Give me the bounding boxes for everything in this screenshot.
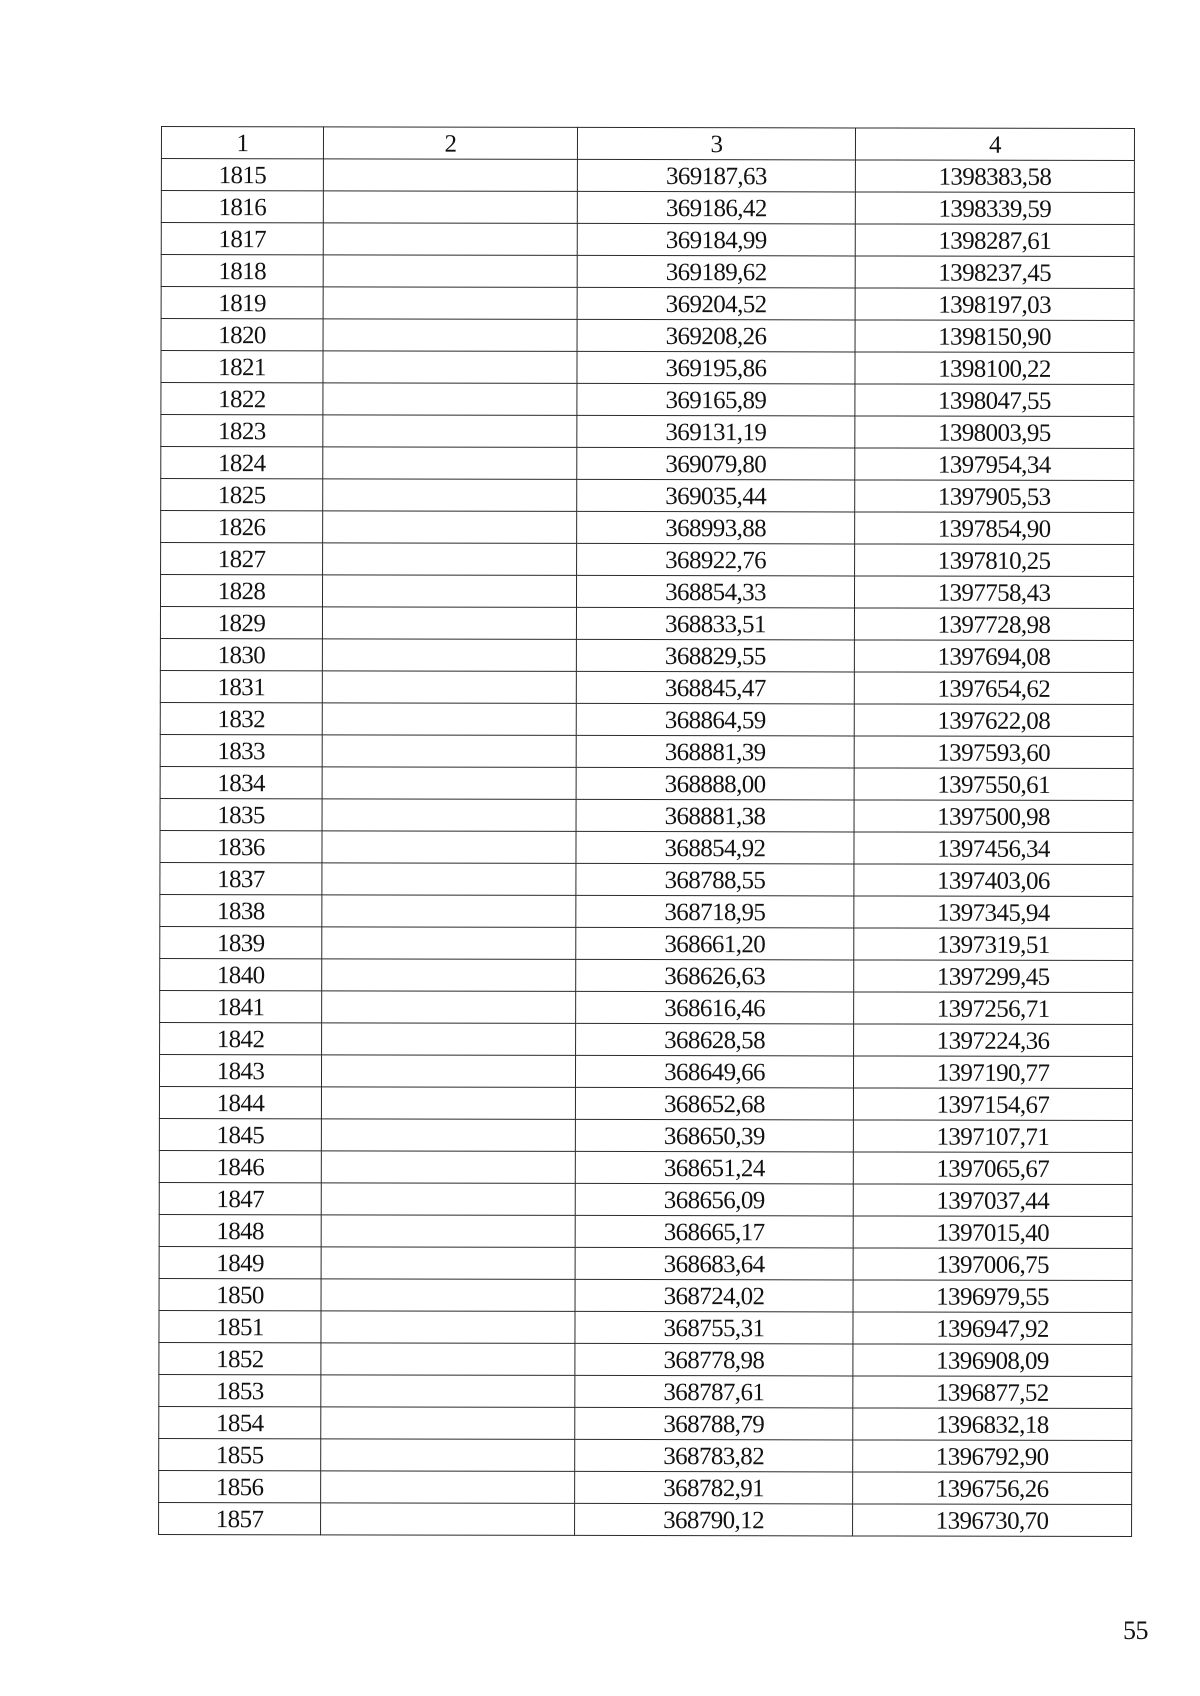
table-cell-col-1: 1843 — [159, 1054, 321, 1086]
table-row — [160, 702, 1133, 736]
table-cell-col-4: 1397905,53 — [855, 480, 1134, 513]
table-cell-col-2 — [323, 319, 577, 352]
table-cell-col-1: 1834 — [160, 766, 322, 798]
table-row — [160, 830, 1133, 864]
table-cell-col-1: 1828 — [160, 575, 322, 607]
table-cell-col-4: 1396908,09 — [853, 1344, 1132, 1377]
table-row — [160, 926, 1133, 960]
table-cell-col-1: 1851 — [159, 1310, 321, 1342]
table-cell-col-4: 1397256,71 — [854, 992, 1133, 1025]
table-cell-col-3: 368649,66 — [575, 1055, 853, 1088]
table-row — [159, 1182, 1132, 1216]
table-row — [161, 191, 1134, 225]
table-cell-col-3: 368790,12 — [575, 1503, 853, 1536]
table-cell-col-3: 368724,02 — [575, 1279, 853, 1312]
table-cell-col-3: 368778,98 — [575, 1343, 853, 1376]
table-cell-col-1: 1855 — [159, 1438, 321, 1470]
table-cell-col-2 — [322, 575, 576, 608]
table-cell-col-2 — [323, 415, 577, 448]
table-cell-col-1: 1823 — [161, 415, 323, 447]
table-cell-col-3: 369079,80 — [577, 447, 855, 480]
header-row — [161, 127, 1134, 161]
table-cell-col-1: 1844 — [159, 1086, 321, 1118]
table-cell-col-1: 1848 — [159, 1214, 321, 1246]
table-row — [160, 958, 1133, 992]
table-cell-col-1: 1856 — [159, 1470, 321, 1502]
table-cell-col-2 — [322, 671, 576, 704]
table-cell-col-4: 1398237,45 — [855, 256, 1134, 289]
table-cell-col-2 — [323, 479, 577, 512]
table-cell-col-2 — [323, 351, 577, 384]
table-cell-col-3: 368833,51 — [576, 607, 854, 640]
header-cell-4: 4 — [855, 128, 1134, 161]
table-cell-col-2 — [322, 895, 576, 928]
table-cell-col-2 — [322, 767, 576, 800]
table-cell-col-3: 368881,38 — [576, 799, 854, 832]
table-cell-col-4: 1398197,03 — [855, 288, 1134, 321]
table-cell-col-1: 1829 — [160, 607, 322, 639]
table-cell-col-2 — [323, 287, 577, 320]
table-cell-col-4: 1397550,61 — [854, 768, 1133, 801]
table-row — [160, 607, 1133, 641]
table-cell-col-1: 1845 — [159, 1118, 321, 1150]
table-cell-col-2 — [321, 1279, 575, 1312]
table-row — [161, 447, 1134, 481]
table-cell-col-1: 1824 — [161, 447, 323, 479]
table-row — [161, 351, 1134, 385]
table-cell-col-4: 1397854,90 — [855, 512, 1134, 545]
table-row — [159, 1246, 1132, 1280]
table-cell-col-3: 368665,17 — [575, 1215, 853, 1248]
table-cell-col-2 — [323, 255, 577, 288]
table-cell-col-3: 369195,86 — [577, 351, 855, 384]
table-cell-col-4: 1397456,34 — [854, 832, 1133, 865]
table-cell-col-1: 1818 — [161, 255, 323, 287]
table-cell-col-3: 368651,24 — [575, 1151, 853, 1184]
table-cell-col-4: 1398339,59 — [855, 192, 1134, 225]
table-row — [161, 223, 1134, 257]
table-cell-col-1: 1819 — [161, 287, 323, 319]
table-cell-col-1: 1841 — [160, 990, 322, 1022]
table-row — [160, 638, 1133, 672]
table-row — [161, 479, 1134, 513]
table-cell-col-1: 1840 — [160, 958, 322, 990]
table-cell-col-2 — [321, 1471, 575, 1504]
table-cell-col-4: 1397006,75 — [853, 1248, 1132, 1281]
table-cell-col-3: 368788,55 — [576, 863, 854, 896]
table-cell-col-2 — [321, 1119, 575, 1152]
table-cell-col-2 — [321, 1375, 575, 1408]
table-cell-col-3: 369204,52 — [577, 287, 855, 320]
header-cell-1: 1 — [161, 127, 323, 159]
table-cell-col-2 — [323, 383, 577, 416]
table-row — [159, 1278, 1132, 1312]
table-row — [161, 319, 1134, 353]
table-cell-col-3: 369131,19 — [577, 415, 855, 448]
table-row — [159, 1502, 1132, 1536]
table-cell-col-4: 1397654,62 — [854, 672, 1133, 705]
table-row — [160, 575, 1133, 609]
table-cell-col-1: 1816 — [161, 191, 323, 223]
table-cell-col-1: 1847 — [159, 1182, 321, 1214]
table-cell-col-4: 1397345,94 — [854, 896, 1133, 929]
table-cell-col-3: 368787,61 — [575, 1375, 853, 1408]
table-cell-col-3: 368782,91 — [575, 1471, 853, 1504]
table-cell-col-3: 368616,46 — [576, 991, 854, 1024]
table-row — [160, 734, 1133, 768]
table-cell-col-4: 1396947,92 — [853, 1312, 1132, 1345]
table-cell-col-2 — [323, 543, 577, 576]
table-row — [159, 1054, 1132, 1088]
table-cell-col-2 — [321, 1439, 575, 1472]
table-cell-col-4: 1396877,52 — [853, 1376, 1132, 1409]
table-cell-col-4: 1397500,98 — [854, 800, 1133, 833]
table-cell-col-4: 1397065,67 — [853, 1152, 1132, 1185]
table-cell-col-1: 1838 — [160, 894, 322, 926]
table-row — [160, 894, 1133, 928]
table-cell-col-1: 1826 — [161, 511, 323, 543]
table-cell-col-1: 1837 — [160, 862, 322, 894]
table-cell-col-1: 1825 — [161, 479, 323, 511]
table-row — [159, 1406, 1132, 1440]
table-cell-col-1: 1850 — [159, 1278, 321, 1310]
table-cell-col-2 — [322, 703, 576, 736]
table-cell-col-2 — [323, 223, 577, 256]
table-row — [160, 798, 1133, 832]
table-cell-col-1: 1833 — [160, 734, 322, 766]
table-cell-col-1: 1822 — [161, 383, 323, 415]
table-row — [161, 543, 1134, 577]
table-cell-col-3: 368783,82 — [575, 1439, 853, 1472]
table-row — [161, 159, 1134, 193]
table-cell-col-3: 368864,59 — [576, 703, 854, 736]
table-cell-col-3: 368755,31 — [575, 1311, 853, 1344]
table-cell-col-1: 1842 — [160, 1022, 322, 1054]
table-cell-col-4: 1398100,22 — [855, 352, 1134, 385]
table-cell-col-2 — [323, 447, 577, 480]
table-row — [159, 1438, 1132, 1472]
table-cell-col-3: 368626,63 — [576, 959, 854, 992]
table-cell-col-1: 1832 — [160, 702, 322, 734]
table-cell-col-2 — [321, 1183, 575, 1216]
table-cell-col-2 — [321, 1215, 575, 1248]
table-cell-col-4: 1397593,60 — [854, 736, 1133, 769]
table-cell-col-3: 369189,62 — [577, 255, 855, 288]
table-cell-col-2 — [322, 959, 576, 992]
table-cell-col-2 — [322, 607, 576, 640]
table-cell-col-3: 368683,64 — [575, 1247, 853, 1280]
header-cell-3: 3 — [577, 127, 855, 160]
table-cell-col-4: 1397319,51 — [854, 928, 1133, 961]
table-cell-col-4: 1398003,95 — [855, 416, 1134, 449]
table-cell-col-1: 1846 — [159, 1150, 321, 1182]
table-cell-col-2 — [321, 1151, 575, 1184]
table-cell-col-4: 1396832,18 — [853, 1408, 1132, 1441]
table-cell-col-2 — [321, 1503, 575, 1536]
table-cell-col-3: 369035,44 — [577, 479, 855, 512]
table-cell-col-3: 368845,47 — [576, 671, 854, 704]
table-cell-col-3: 368650,39 — [575, 1119, 853, 1152]
table-row — [161, 287, 1134, 321]
table-cell-col-3: 368881,39 — [576, 735, 854, 768]
table-cell-col-3: 368788,79 — [575, 1407, 853, 1440]
table-row — [161, 383, 1134, 417]
table-row — [161, 511, 1134, 545]
table-cell-col-1: 1817 — [161, 223, 323, 255]
table-row — [160, 766, 1133, 800]
table-cell-col-2 — [322, 1023, 576, 1056]
table-cell-col-1: 1821 — [161, 351, 323, 383]
table-cell-col-4: 1396979,55 — [853, 1280, 1132, 1313]
table-cell-col-3: 368854,92 — [576, 831, 854, 864]
table-cell-col-3: 369165,89 — [577, 383, 855, 416]
table-cell-col-2 — [321, 1407, 575, 1440]
table-cell-col-2 — [321, 1311, 575, 1344]
table-cell-col-2 — [321, 1055, 575, 1088]
table-cell-col-2 — [322, 639, 576, 672]
table-body — [159, 159, 1135, 1537]
table-cell-col-1: 1853 — [159, 1374, 321, 1406]
table-cell-col-2 — [321, 1343, 575, 1376]
table-cell-col-4: 1396792,90 — [853, 1440, 1132, 1473]
table-cell-col-4: 1397154,67 — [853, 1088, 1132, 1121]
table-cell-col-4: 1397728,98 — [854, 608, 1133, 641]
table-cell-col-4: 1397403,06 — [854, 864, 1133, 897]
table-cell-col-3: 368661,20 — [576, 927, 854, 960]
table-cell-col-1: 1820 — [161, 319, 323, 351]
table-cell-col-3: 368628,58 — [576, 1023, 854, 1056]
table-cell-col-2 — [322, 735, 576, 768]
table-cell-col-3: 368922,76 — [577, 543, 855, 576]
table-cell-col-2 — [322, 799, 576, 832]
table-cell-col-4: 1397037,44 — [853, 1184, 1132, 1217]
table-cell-col-2 — [323, 191, 577, 224]
table-cell-col-4: 1397015,40 — [853, 1216, 1132, 1249]
table-row — [160, 670, 1133, 704]
table-row — [160, 990, 1133, 1024]
table-cell-col-1: 1835 — [160, 798, 322, 830]
table-cell-col-3: 368656,09 — [575, 1183, 853, 1216]
table-cell-col-2 — [322, 863, 576, 896]
table-cell-col-3: 368829,55 — [576, 639, 854, 672]
table-row — [159, 1214, 1132, 1248]
table-row — [161, 415, 1134, 449]
table-cell-col-4: 1397107,71 — [853, 1120, 1132, 1153]
table-row — [159, 1310, 1132, 1344]
table-cell-col-3: 369184,99 — [577, 223, 855, 256]
table-cell-col-4: 1397190,77 — [853, 1056, 1132, 1089]
table-header — [161, 127, 1134, 161]
table-cell-col-1: 1830 — [160, 638, 322, 670]
table-cell-col-1: 1852 — [159, 1342, 321, 1374]
table-cell-col-4: 1397694,08 — [854, 640, 1133, 673]
table-cell-col-2 — [321, 1087, 575, 1120]
table-cell-col-1: 1836 — [160, 830, 322, 862]
table-cell-col-2 — [321, 1247, 575, 1280]
table-row — [159, 1342, 1132, 1376]
table-cell-col-4: 1398047,55 — [855, 384, 1134, 417]
table-cell-col-4: 1397758,43 — [854, 576, 1133, 609]
header-cell-2: 2 — [323, 127, 577, 160]
table-cell-col-3: 369208,26 — [577, 319, 855, 352]
table-cell-col-2 — [323, 159, 577, 192]
table-cell-col-4: 1396730,70 — [853, 1504, 1132, 1537]
table-cell-col-3: 368718,95 — [576, 895, 854, 928]
table-cell-col-3: 368854,33 — [576, 575, 854, 608]
table-cell-col-1: 1849 — [159, 1246, 321, 1278]
table-cell-col-3: 369187,63 — [577, 159, 855, 192]
table-row — [160, 862, 1133, 896]
table-row — [161, 255, 1134, 289]
table-cell-col-4: 1396756,26 — [853, 1472, 1132, 1505]
table-cell-col-4: 1397954,34 — [855, 448, 1134, 481]
table-row — [160, 1022, 1133, 1056]
table-cell-col-1: 1839 — [160, 926, 322, 958]
table-cell-col-4: 1397224,36 — [854, 1024, 1133, 1057]
table-cell-col-2 — [322, 991, 576, 1024]
table-cell-col-2 — [322, 831, 576, 864]
table-row — [159, 1374, 1132, 1408]
table-cell-col-3: 368652,68 — [575, 1087, 853, 1120]
table-cell-col-3: 369186,42 — [577, 191, 855, 224]
table-row — [159, 1470, 1132, 1504]
table-row — [159, 1118, 1132, 1152]
table-cell-col-2 — [322, 927, 576, 960]
table-cell-col-4: 1397622,08 — [854, 704, 1133, 737]
table-cell-col-1: 1827 — [161, 543, 323, 575]
table-cell-col-4: 1398287,61 — [855, 224, 1134, 257]
table-cell-col-3: 368993,88 — [577, 511, 855, 544]
table-cell-col-3: 368888,00 — [576, 767, 854, 800]
coordinates-table — [158, 126, 1135, 1537]
table-row — [159, 1086, 1132, 1120]
table-cell-col-2 — [323, 511, 577, 544]
table-cell-col-1: 1854 — [159, 1406, 321, 1438]
table-cell-col-4: 1398383,58 — [855, 160, 1134, 193]
table-cell-col-1: 1857 — [159, 1502, 321, 1534]
table-cell-col-4: 1397810,25 — [855, 544, 1134, 577]
table-row — [159, 1150, 1132, 1184]
table-cell-col-4: 1397299,45 — [854, 960, 1133, 993]
table-cell-col-1: 1815 — [161, 159, 323, 191]
page-number: 55 — [1123, 1616, 1148, 1645]
table-cell-col-1: 1831 — [160, 670, 322, 702]
table-cell-col-4: 1398150,90 — [855, 320, 1134, 353]
